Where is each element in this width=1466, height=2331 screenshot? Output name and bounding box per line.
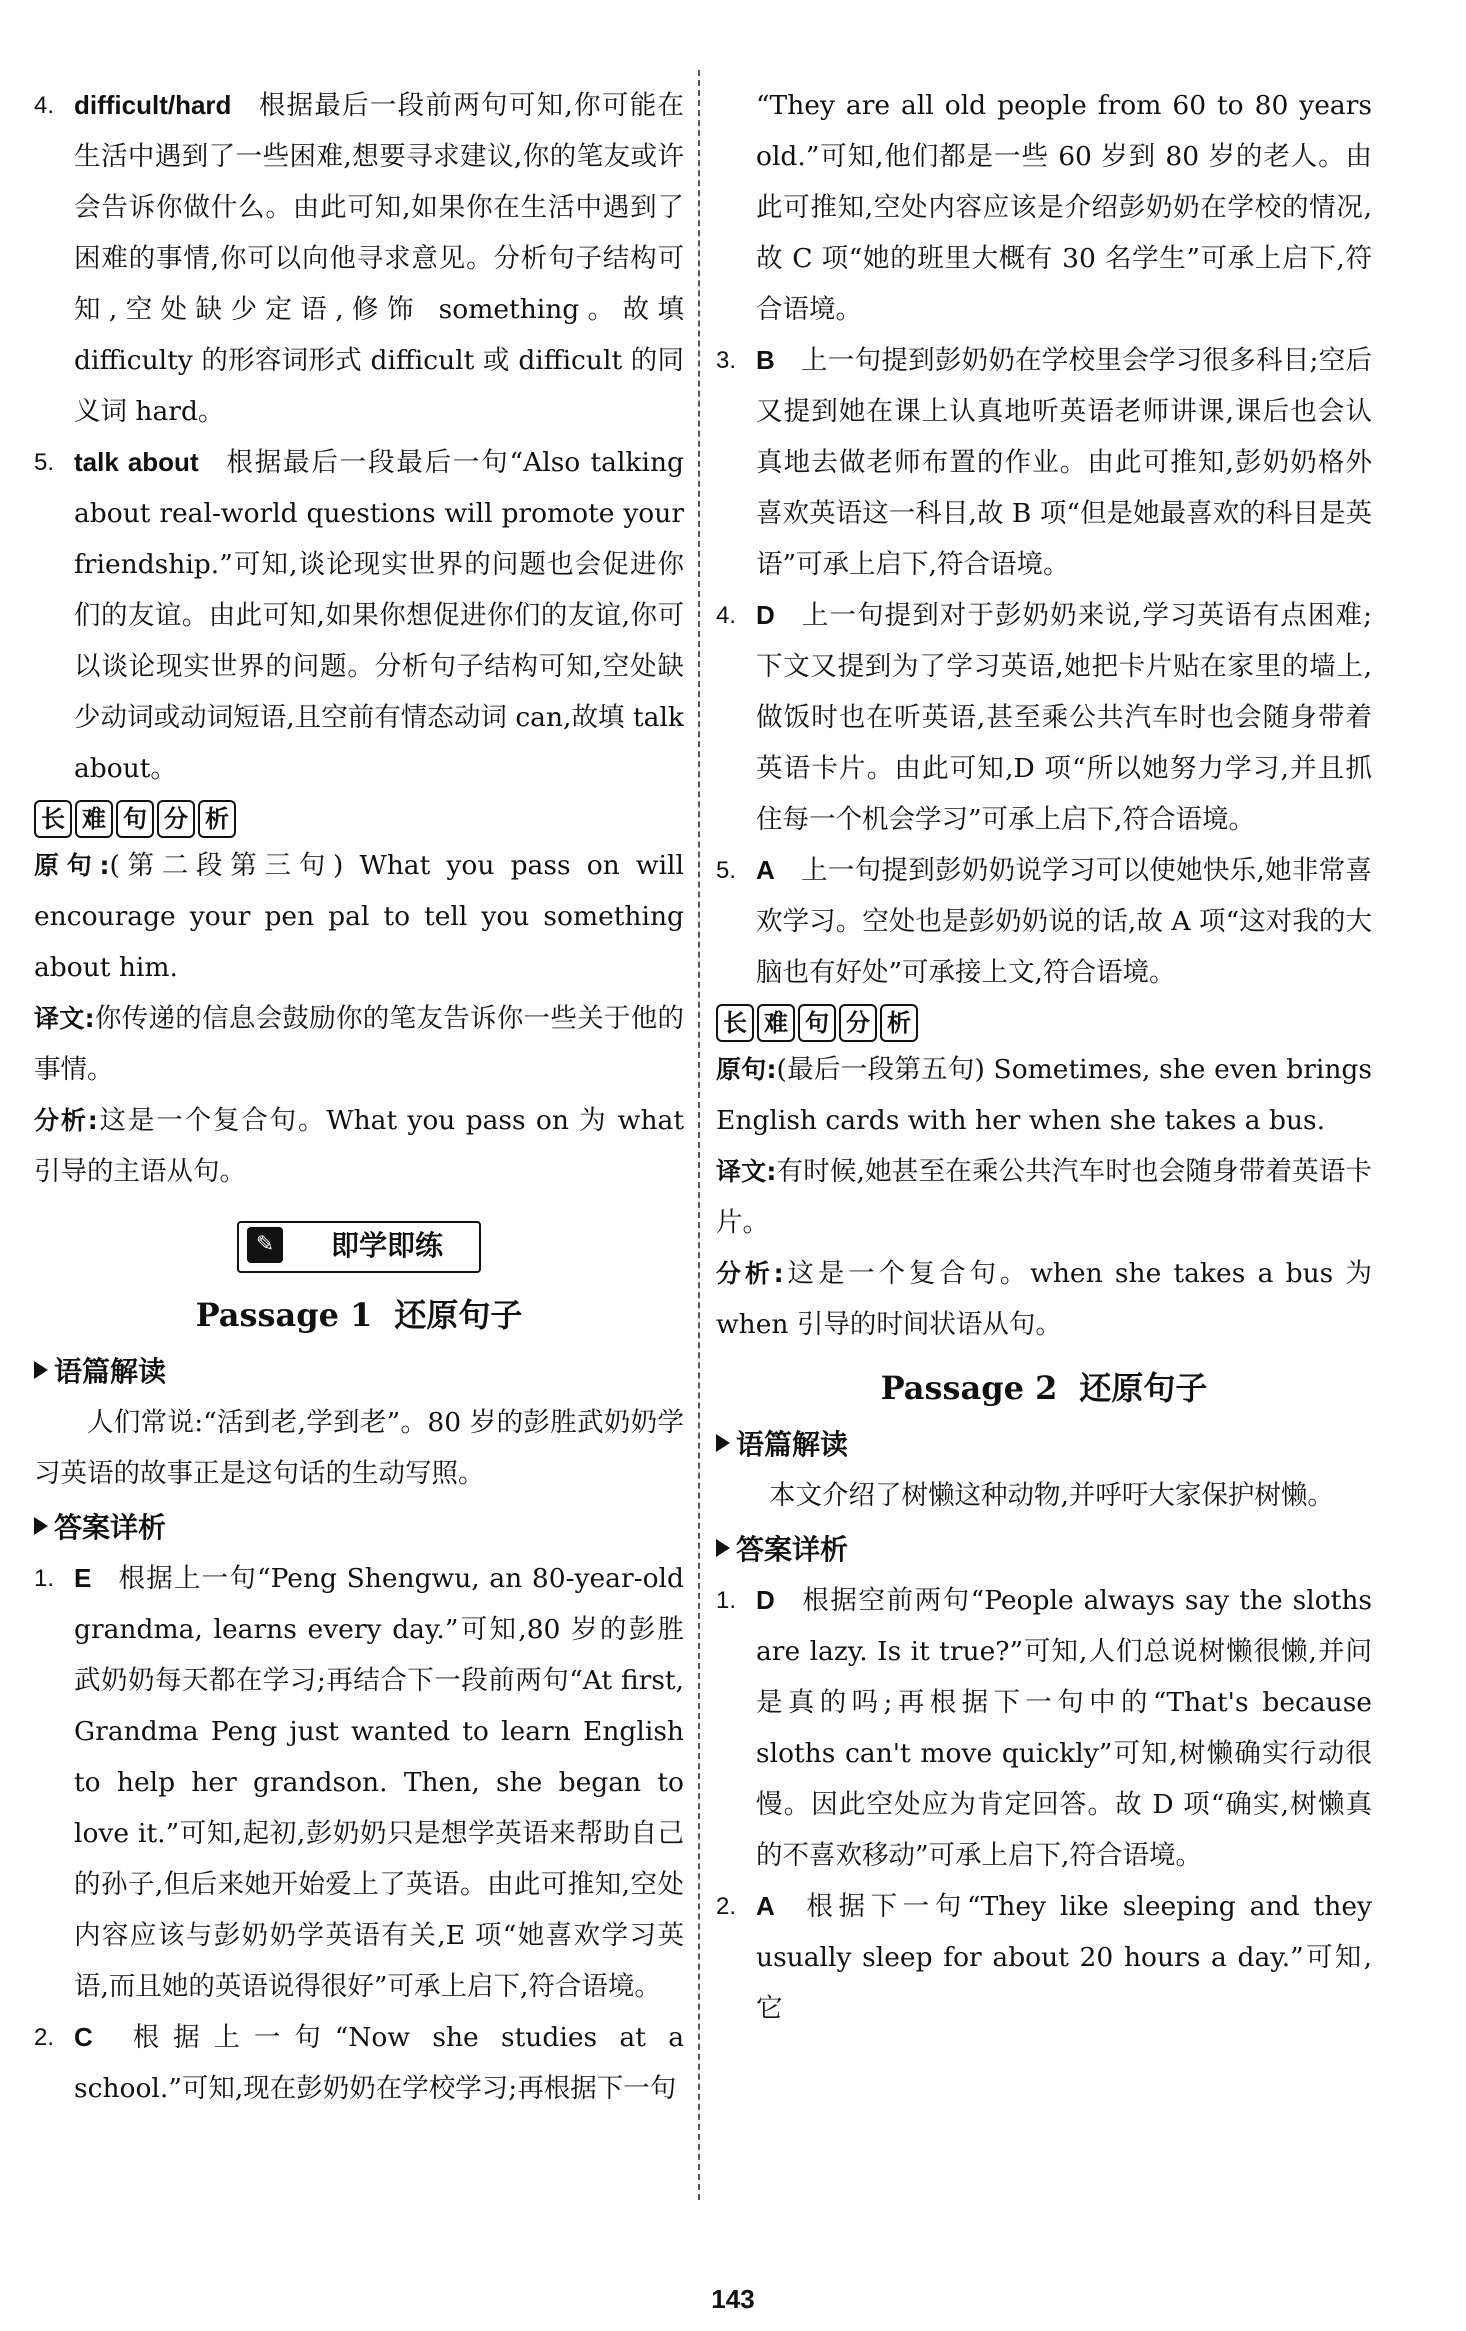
item-answer: D <box>756 600 775 630</box>
item-number: 1. <box>34 1565 55 1592</box>
answer-item <box>716 590 1372 845</box>
item-answer: E <box>74 1563 92 1593</box>
column-divider <box>698 70 700 2200</box>
item-number: 2. <box>716 1893 737 1920</box>
answer-item <box>716 845 1372 998</box>
answer-item <box>34 80 684 437</box>
answer-item <box>716 1881 1372 2034</box>
item-answer: D <box>756 1585 775 1615</box>
item-number: 4. <box>716 602 737 629</box>
item-explanation: 根据下一句“They like sleeping and they usually sleep for about 20 hours a day.”可知,它 <box>756 1891 1372 2024</box>
left-column <box>34 80 684 2114</box>
answer-item <box>34 1553 684 2012</box>
original-sentence: 原句:(第二段第三句) What you pass on will encourage your pen pal to tell you something about him. <box>34 850 684 983</box>
analysis: 分析:这是一个复合句。What you pass on 为 what 引导的主语从句。 <box>34 1105 685 1187</box>
translation: 译文:你传递的信息会鼓励你的笔友告诉你一些关于他的事情。 <box>34 1003 685 1085</box>
item-number: 2. <box>34 2024 55 2051</box>
sentence-analysis-tag: 长 难 句 分 析 <box>716 1004 918 1042</box>
item-explanation: 根据空前两句“People always say the sloths are lazy. Is it true?”可知,人们总说树懒很懒,并问是真的吗;再根据下一句中的“That's because sloths can't move quickly”可知,树懒确实行动很慢。因此空处应为肯定回答。故 D 项“确实,树懒真的不喜欢移动”可承上启下,符合语境。 <box>756 1585 1372 1871</box>
answer-item <box>34 437 684 794</box>
translation: 译文:有时候,她甚至在乘公共汽车时也会随身带着英语卡片。 <box>716 1156 1372 1238</box>
item-answer: C <box>74 2022 93 2052</box>
practice-banner <box>34 1221 684 1277</box>
triangle-icon <box>716 1434 730 1452</box>
item-explanation: 上一句提到彭奶奶说学习可以使她快乐,她非常喜欢学习。空处也是彭奶奶说的话,故 A 项“这对我的大脑也有好处”可承接上文,符合语境。 <box>756 855 1372 988</box>
section-heading: 语篇解读 <box>716 1420 1372 1470</box>
passage-title: Passage 2 还原句子 <box>880 1369 1208 1407</box>
continued-explanation: “They are all old people from 60 to 80 years old.”可知,他们都是一些 60 岁到 80 岁的老人。由此可推知,空处内容应该是介绍彭奶奶在学校的情况,故 C 项“她的班里大概有 30 名学生”可承上启下,符合语境。 <box>756 90 1372 325</box>
triangle-icon <box>716 1539 730 1557</box>
item-answer: difficult/hard <box>74 90 232 120</box>
item-answer: B <box>756 345 775 375</box>
answer-item <box>34 2012 684 2114</box>
item-explanation: 根据上一句“Peng Shengwu, an 80-year-old grandma, learns every day.”可知,80 岁的彭胜武奶奶每天都在学习;再结合下一段前两句“At first, Grandma Peng just wanted to learn English to help her grandson. Then, she began to love it.”可知,起初,彭奶奶只是想学英语来帮助自己的孙子,但后来她开始爱上了英语。由此可推知,空处内容应该与彭奶奶学英语有关,E 项“她喜欢学习英语,而且她的英语说得很好”可承上启下,符合语境。 <box>74 1563 684 2002</box>
reading-summary: 人们常说:“活到老,学到老”。80 岁的彭胜武奶奶学习英语的故事正是这句话的生动写照。 <box>34 1407 684 1489</box>
triangle-icon <box>34 1517 48 1535</box>
section-heading: 答案详析 <box>34 1503 684 1553</box>
item-explanation: 根据最后一段最后一句“Also talking about real-world questions will promote your friendship.”可知,谈论现实世界的问题也会促进你们的友谊。由此可知,如果你想促进你们的友谊,你可以谈论现实世界的问题。分析句子结构可知,空处缺少动词或动词短语,且空前有情态动词 can,故填 talk about。 <box>74 447 684 784</box>
item-number: 4. <box>34 92 55 119</box>
pen-icon: ✎ <box>247 1227 283 1263</box>
right-column <box>716 80 1372 2034</box>
passage-title: Passage 1 还原句子 <box>195 1296 523 1334</box>
original-sentence: 原句:(最后一段第五句) Sometimes, she even brings English cards with her when she takes a bus. <box>716 1054 1372 1136</box>
item-number: 3. <box>716 347 737 374</box>
banner-title: 即学即练 <box>330 1229 443 1262</box>
answer-item <box>716 1575 1372 1881</box>
item-answer: A <box>756 855 775 885</box>
sentence-analysis-tag: 长 难 句 分 析 <box>34 800 236 838</box>
item-number: 5. <box>716 857 737 884</box>
page-number: 143 <box>711 2284 755 2314</box>
section-heading: 答案详析 <box>716 1525 1372 1575</box>
item-number: 5. <box>34 449 55 476</box>
item-answer: talk about <box>74 447 199 477</box>
item-explanation: 根据上一句“Now she studies at a school.”可知,现在彭奶奶在学校学习;再根据下一句 <box>74 2022 684 2104</box>
triangle-icon <box>34 1361 48 1379</box>
section-heading: 语篇解读 <box>34 1347 684 1397</box>
item-explanation: 上一句提到对于彭奶奶来说,学习英语有点困难;下文又提到为了学习英语,她把卡片贴在家里的墙上,做饭时也在听英语,甚至乘公共汽车时也会随身带着英语卡片。由此可知,D 项“所以她努力学习,并且抓住每一个机会学习”可承上启下,符合语境。 <box>756 600 1372 835</box>
answer-item <box>716 335 1372 590</box>
item-answer: A <box>756 1891 775 1921</box>
reading-summary: 本文介绍了树懒这种动物,并呼吁大家保护树懒。 <box>769 1480 1334 1511</box>
item-explanation: 根据最后一段前两句可知,你可能在生活中遇到了一些困难,想要寻求建议,你的笔友或许会告诉你做什么。由此可知,如果你在生活中遇到了困难的事情,你可以向他寻求意见。分析句子结构可知,空处缺少定语,修饰 something。故填 difficulty 的形容词形式 difficult 或 difficult 的同义词 hard。 <box>74 90 684 427</box>
analysis: 分析:这是一个复合句。when she takes a bus 为 when 引导的时间状语从句。 <box>716 1258 1373 1340</box>
item-explanation: 上一句提到彭奶奶在学校里会学习很多科目;空后又提到她在课上认真地听英语老师讲课,课后也会认真地去做老师布置的作业。由此可推知,彭奶奶格外喜欢英语这一科目,故 B 项“但是她最喜欢的科目是英语”可承上启下,符合语境。 <box>756 345 1372 580</box>
item-number: 1. <box>716 1587 737 1614</box>
